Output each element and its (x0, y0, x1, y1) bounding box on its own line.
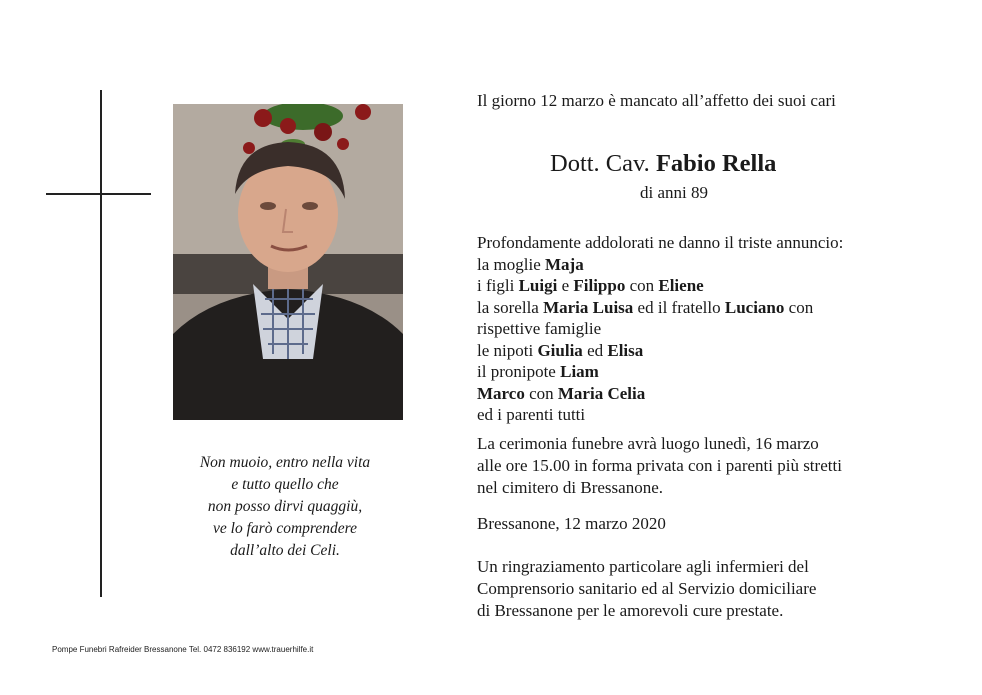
announcement-line (477, 232, 843, 254)
family-member-name: Eliene (658, 276, 704, 295)
announcement-line (477, 275, 843, 297)
announcement-text: con (524, 383, 558, 403)
intro-line: Il giorno 12 marzo è mancato all’affetto dei suoi cari (477, 91, 836, 110)
poem-line: e tutto quello che (231, 476, 339, 493)
announcement-text: la moglie (477, 254, 545, 274)
ceremony-line: La cerimonia funebre avrà luogo lunedì, 16 marzo (477, 434, 819, 453)
announcement-text: con (784, 297, 814, 317)
family-member-name: Filippo (573, 276, 626, 295)
cross-horizontal-bar (46, 193, 151, 195)
announcement-text: ed (582, 340, 608, 360)
portrait-illustration (173, 104, 403, 420)
age-line: di anni 89 (640, 183, 708, 202)
announcement-text: e (557, 276, 574, 295)
place-date: Bressanone, 12 marzo 2020 (477, 514, 666, 533)
announcement-line (477, 297, 843, 319)
announcement-text: Profondamente addolorati ne danno il triste annuncio: (477, 233, 844, 252)
announcement-text: la sorella (477, 297, 544, 317)
full-name: Fabio Rella (655, 150, 777, 177)
announcement-line (477, 340, 843, 362)
poem-line: dall’alto dei Celi. (230, 542, 340, 559)
announcement-line (477, 361, 843, 383)
ceremony-info (477, 433, 842, 499)
thanks-line: Un ringraziamento particolare agli infermieri del (477, 557, 809, 576)
announcement-line (477, 383, 843, 405)
announcement-text: i figli (477, 276, 519, 295)
thanks-note (477, 556, 816, 622)
announcement-line (477, 404, 843, 426)
thanks-line: Comprensorio sanitario ed al Servizio domiciliare (477, 579, 817, 598)
announcement-text: con (625, 276, 659, 295)
poem-line: ve lo farò comprendere (213, 520, 357, 537)
ceremony-line: nel cimitero di Bressanone. (477, 478, 664, 497)
family-member-name: Giulia (537, 340, 583, 360)
family-member-name: Marco (477, 383, 525, 403)
announcement-block (477, 232, 843, 426)
announcement-text: ed il fratello (633, 297, 725, 317)
thanks-line: di Bressanone per le amorevoli cure prestate. (477, 601, 784, 620)
ceremony-line: alle ore 15.00 in forma privata con i parenti più stretti (477, 456, 842, 475)
honorific-title: Dott. Cav. (550, 150, 650, 177)
announcement-line (477, 318, 843, 340)
deceased-name (550, 150, 776, 178)
family-member-name: Luigi (518, 276, 558, 295)
announcement-line (477, 254, 843, 276)
announcement-text: il pronipote (477, 362, 561, 381)
family-member-name: Maria Luisa (543, 297, 634, 317)
poem-line: Non muoio, entro nella vita (199, 454, 371, 471)
family-member-name: Liam (560, 362, 599, 381)
announcement-text: rispettive famiglie (477, 319, 602, 338)
family-member-name: Maja (544, 254, 584, 274)
announcement-text: ed i parenti tutti (477, 405, 586, 424)
cross-vertical-bar (100, 90, 102, 597)
funeral-home-footer: Pompe Funebri Rafreider Bressanone Tel. 0472 836192 www.trauerhilfe.it (52, 645, 314, 654)
family-member-name: Maria Celia (557, 383, 646, 403)
family-member-name: Elisa (607, 340, 644, 360)
memorial-poem (150, 452, 420, 562)
family-member-name: Luciano (724, 297, 785, 317)
announcement-text: le nipoti (477, 340, 538, 360)
portrait-photo (173, 104, 403, 420)
poem-line: non posso dirvi quaggiù, (207, 498, 363, 515)
